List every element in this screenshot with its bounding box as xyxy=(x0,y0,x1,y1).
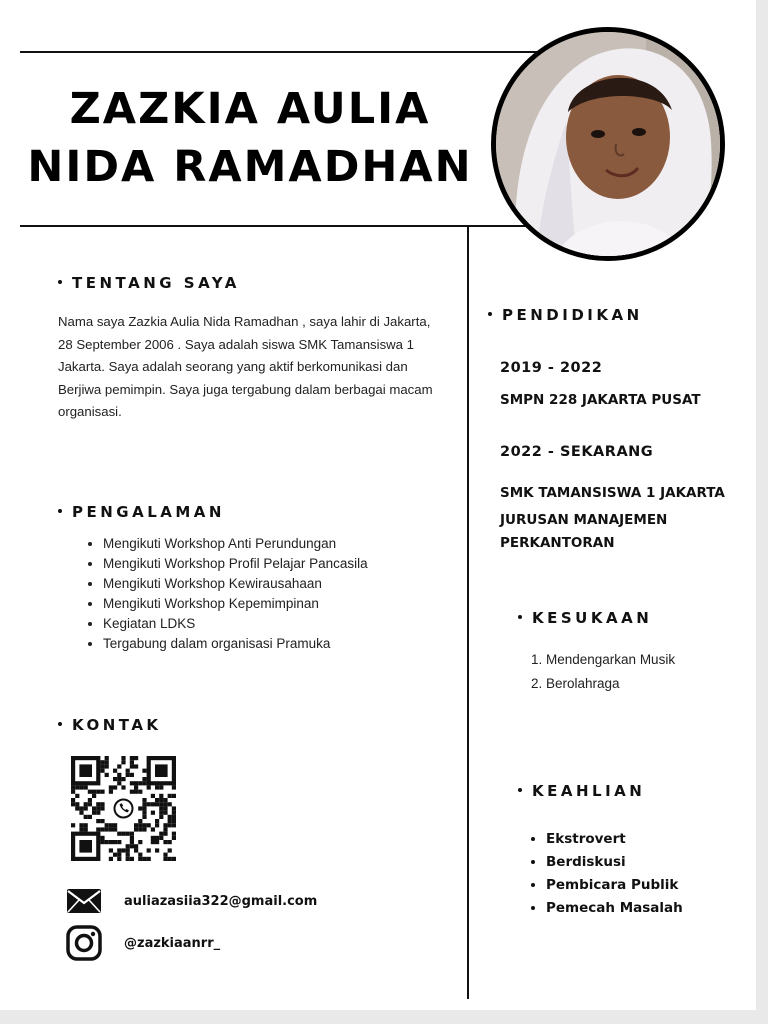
page-title xyxy=(20,80,480,196)
skills-heading: KEAHLIAN xyxy=(518,782,645,800)
education-school-1: SMPN 228 JAKARTA PUSAT xyxy=(500,392,701,408)
instagram-row[interactable] xyxy=(66,925,220,961)
list-item: • Mengikuti Workshop Profil Pelajar Pancasila xyxy=(103,554,368,574)
list-item: • Kegiatan LDKS xyxy=(103,614,368,634)
list-item: • Mengikuti Workshop Anti Perundungan xyxy=(103,534,368,554)
email-row[interactable] xyxy=(66,888,317,914)
experience-list xyxy=(86,534,368,654)
instagram-icon xyxy=(66,925,102,961)
hobbies-list xyxy=(528,648,675,696)
education-heading: PENDIDIKAN xyxy=(488,306,643,324)
about-text: Nama saya Zazkia Aulia Nida Ramadhan , saya lahir di Jakarta, 28 September 2006 . Saya adalah siswa SMK Tamansiswa 1 Jakarta. Saya adalah seorang yang aktif berkomunikasi dan Berjiwa pemimpin. Saya juga tergabung dalam berbagai macam organisasi. xyxy=(58,314,433,419)
instagram-handle[interactable]: @zazkiaanrr_ xyxy=(124,935,221,951)
whatsapp-qr-code[interactable] xyxy=(66,754,182,862)
mail-icon xyxy=(66,888,102,914)
education-major: JURUSAN MANAJEMEN PERKANTORAN xyxy=(500,512,668,551)
list-item: 1. Mendengarkan Musik xyxy=(546,648,675,672)
profile-photo xyxy=(491,27,725,261)
name-line-2: NIDA RAMADHAN xyxy=(27,142,473,192)
list-item: 2. Berolahraga xyxy=(546,672,675,696)
education-years-1: 2019 - 2022 xyxy=(500,360,603,376)
bullet-icon xyxy=(58,509,62,513)
about-heading: TENTANG SAYA xyxy=(58,274,240,292)
header-top-rule xyxy=(20,51,540,53)
list-item: • Mengikuti Workshop Kepemimpinan xyxy=(103,594,368,614)
bullet-icon xyxy=(518,788,522,792)
profile-photo-illustration xyxy=(496,32,720,256)
experience-heading: PENGALAMAN xyxy=(58,503,225,521)
contact-heading: KONTAK xyxy=(58,716,162,734)
column-divider xyxy=(467,227,469,999)
qr-code-icon xyxy=(66,754,182,862)
skills-list xyxy=(528,828,683,920)
bullet-icon xyxy=(488,312,492,316)
bullet-icon xyxy=(58,280,62,284)
list-item: • Berdiskusi xyxy=(546,851,683,874)
email-text[interactable]: auliazasiia322@gmail.com xyxy=(124,893,318,909)
list-item: • Ekstrovert xyxy=(546,828,683,851)
education-school-2: SMK TAMANSISWA 1 JAKARTA xyxy=(500,485,725,501)
education-years-2: 2022 - SEKARANG xyxy=(500,444,654,460)
name-line-1: ZAZKIA AULIA xyxy=(69,84,431,134)
hobbies-heading: KESUKAAN xyxy=(518,609,652,627)
bullet-icon xyxy=(58,722,62,726)
bullet-icon xyxy=(518,615,522,619)
list-item: • Pembicara Publik xyxy=(546,874,683,897)
list-item: • Tergabung dalam organisasi Pramuka xyxy=(103,634,368,654)
list-item: • Mengikuti Workshop Kewirausahaan xyxy=(103,574,368,594)
list-item: • Pemecah Masalah xyxy=(546,897,683,920)
header-bottom-rule xyxy=(20,225,540,227)
